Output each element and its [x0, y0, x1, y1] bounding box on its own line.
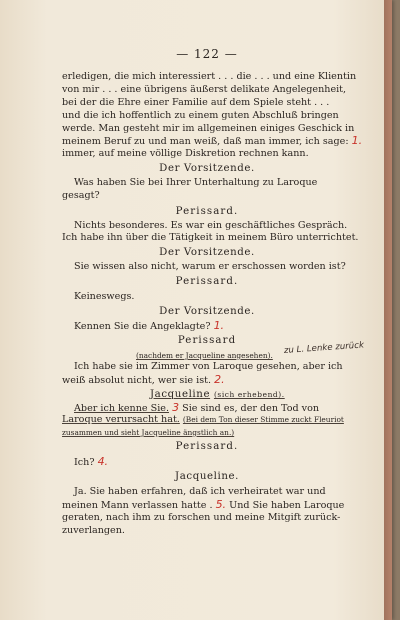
stage-direction: (sich erhebend).: [213, 390, 285, 399]
red-annotation: 2.: [214, 373, 225, 386]
speaker-name: Jacqueline: [150, 389, 211, 400]
red-annotation: 3: [172, 401, 180, 414]
text-line: Was haben Sie bei Ihrer Unterhaltung zu Laroque: [74, 177, 318, 188]
text-line: Keineswegs.: [74, 291, 135, 302]
text-line: und die ich hoffentlich zu einem guten Abschluß bringen: [62, 110, 339, 121]
text-line: [62, 499, 344, 512]
speaker-heading: Perissard: [177, 335, 237, 346]
text-line: [62, 374, 225, 387]
text-segment: Laroque verursacht hat.: [62, 414, 180, 425]
text-line: bei der die Ehre einer Familie auf dem Spiele steht . . .: [62, 97, 330, 108]
speaker-heading: Der Vorsitzende.: [159, 306, 255, 317]
text-line: Ja. Sie haben erfahren, daß ich verheiratet war und: [74, 486, 326, 497]
text-line: erledigen, die mich interessiert . . . die . . . und eine Klientin: [62, 71, 357, 82]
page-edge: [384, 0, 392, 620]
handwritten-note: zu L. Lenke zurück: [283, 340, 365, 356]
text-line: immer, auf meine völlige Diskretion rechnen kann.: [62, 148, 309, 159]
text-line: [62, 414, 344, 426]
text-segment: Aber ich kenne Sie.: [74, 403, 169, 414]
speaker-heading: [150, 389, 285, 401]
text-line: Ich habe sie im Zimmer von Laroque gesehen, aber ich: [74, 361, 343, 372]
text-line: geraten, nach ihm zu forschen und meine Mitgift zurück-: [62, 512, 341, 523]
red-annotation: 5.: [215, 498, 227, 511]
text-line: [74, 456, 108, 469]
speaker-heading: Perissard.: [175, 276, 239, 287]
text-segment: Und Sie haben Laroque: [229, 500, 345, 511]
text-line: zuverlangen.: [62, 525, 125, 536]
speaker-heading: Perissard.: [175, 441, 239, 452]
text-segment: meinen Mann verlassen hatte .: [62, 500, 213, 511]
text-line: [62, 135, 362, 148]
text-line: Ich habe ihn über die Tätigkeit in meinem Büro unterrichtet.: [62, 232, 359, 243]
text-line: gesagt?: [62, 190, 100, 201]
text-segment: meinem Beruf zu und man weiß, daß man immer, ich sage:: [62, 136, 349, 147]
speaker-heading: Der Vorsitzende.: [159, 163, 255, 174]
speaker-heading: Jacqueline.: [175, 471, 239, 482]
text-segment: Kennen Sie die Angeklagte?: [74, 321, 211, 332]
text-segment: Sie sind es, der den Tod von: [182, 403, 320, 414]
red-annotation: 1.: [351, 134, 363, 147]
text-line: Sie wissen also nicht, warum er erschossen worden ist?: [74, 261, 346, 272]
red-annotation: 4.: [97, 455, 109, 468]
stage-direction: (Bei dem Ton dieser Stimme zuckt Fleuriot: [182, 415, 344, 424]
text-line: werde. Man gesteht mir im allgemeinen einiges Geschick in: [62, 123, 355, 134]
text-line: [74, 320, 224, 333]
speaker-heading: Der Vorsitzende.: [159, 247, 255, 258]
speaker-heading: Perissard.: [175, 206, 239, 217]
red-annotation: 1.: [213, 319, 225, 332]
text-segment: Ich?: [74, 457, 95, 468]
text-line: Nichts besonderes. Es war ein geschäftliches Gespräch.: [74, 220, 348, 231]
text-segment: weiß absolut nicht, wer sie ist.: [62, 375, 212, 386]
stage-direction: zusammen und sieht Jacqueline ängstlich an.): [62, 428, 235, 437]
stage-direction: (nachdem er Jacqueline angesehen).: [136, 351, 273, 360]
text-line: von mir . . . eine übrigens äußerst delikate Angelegenheit,: [62, 84, 347, 95]
page-number: — 122 —: [176, 47, 238, 61]
